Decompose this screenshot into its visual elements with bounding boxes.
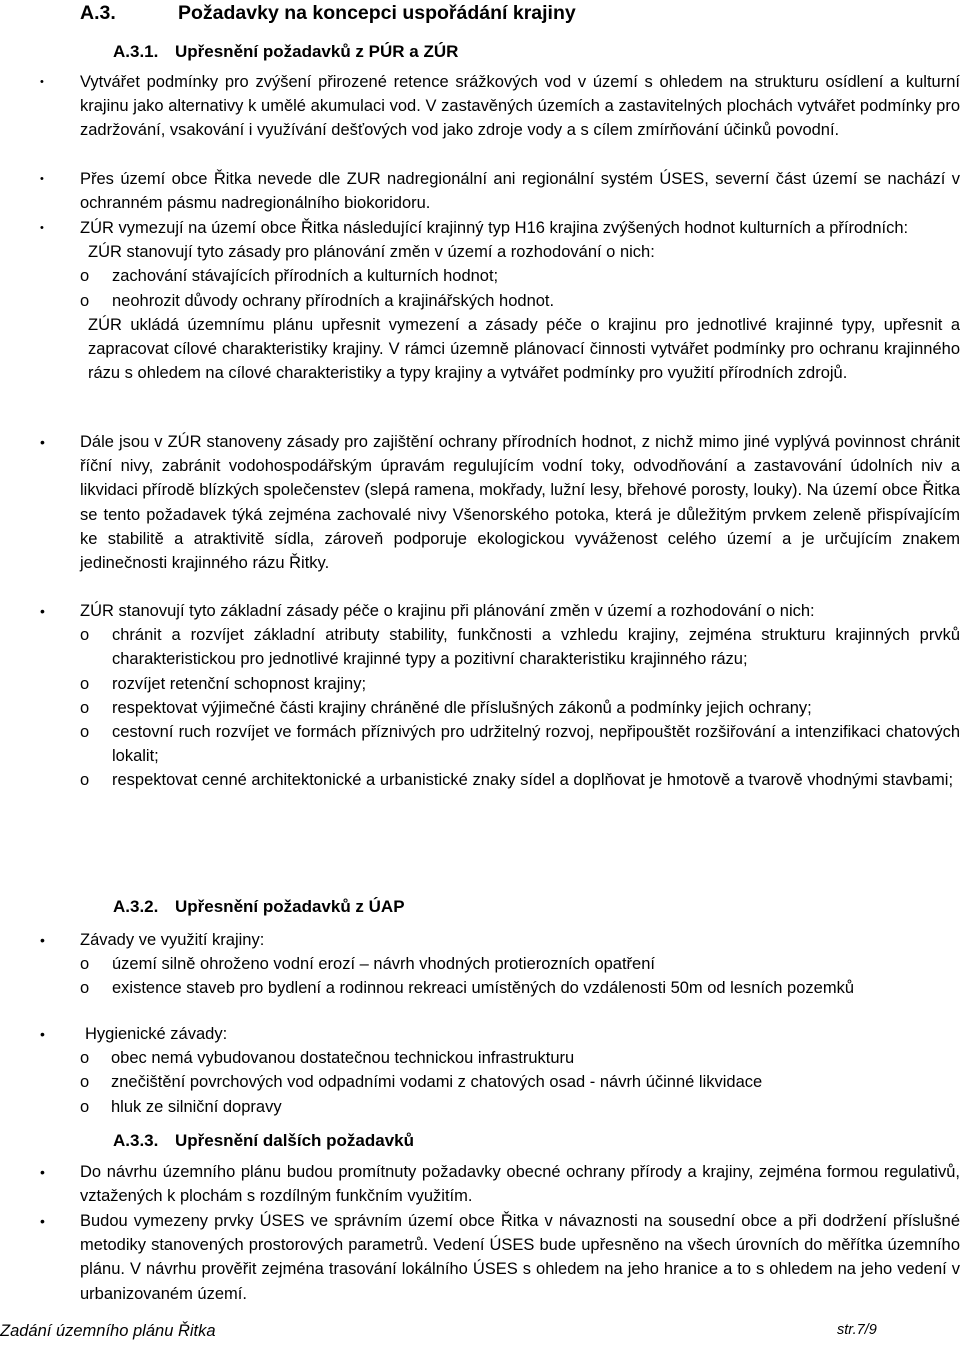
subsection-title: Upřesnění dalších požadavků bbox=[175, 1131, 415, 1150]
sub-item: o rozvíjet retenční schopnost krajiny; bbox=[0, 672, 960, 696]
list-item bbox=[0, 70, 960, 143]
sub-item: o respektovat výjimečné části krajiny chráněné dle příslušných zákonů a podmínky jejich ochrany; bbox=[0, 696, 960, 720]
list-item bbox=[0, 167, 960, 215]
sub-marker-icon: o bbox=[80, 723, 90, 742]
sub-item: o cestovní ruch rozvíjet ve formách příznivých pro udržitelný rozvoj, nepřipouštět rozšiřování a intenzifikaci chatových lokalit; bbox=[0, 720, 960, 768]
paragraph: ZÚR vymezují na území obce Řitka následující krajinný typ H16 krajina zvýšených hodnot kulturních a přírodních: bbox=[80, 219, 909, 237]
subsection-number: A.3.1. bbox=[113, 42, 159, 61]
bullet-icon: • bbox=[40, 173, 44, 185]
paragraph: Do návrhu územního plánu budou promítnuty požadavky obecné ochrany přírody a krajiny, zejména formou regulativů, vztažených k plochám s rozdílným funkčním využitím. bbox=[80, 1163, 960, 1206]
sub-item: o území silně ohroženo vodní erozí – návrh vhodných protierozních opatření bbox=[0, 952, 960, 976]
paragraph: Budou vymezeny prvky ÚSES ve správním území obce Řitka v návaznosti na sousední obce a při dodržení příslušné metodiky stanovených prostorových parametrů. Vedení ÚSES bude upřesněno na všech úrovních do měřítka územního plánu. V návrhu prověřit zejména trasování lokálního ÚSES s ohledem na jeho hranice a to s ohledem na jeho vedení v urbanizovaném území. bbox=[80, 1212, 960, 1303]
subsection-title: Upřesnění požadavků z PÚR a ZÚR bbox=[175, 42, 459, 61]
sub-marker-icon: o bbox=[80, 955, 90, 974]
paragraph: ZÚR stanovují tyto základní zásady péče o krajinu při plánování změn v území a rozhodování o nich: bbox=[80, 602, 815, 620]
paragraph: Závady ve využití krajiny: bbox=[80, 931, 265, 949]
bullet-icon: • bbox=[40, 1026, 45, 1042]
subsection-heading-2 bbox=[113, 897, 405, 917]
sub-item: o chránit a rozvíjet základní atributy stability, funkčnosti a vzhledu krajiny, zejména strukturu krajinných prvků charakteristickou pro jednotlivé krajinné typy a pozitivní charakteristiku krajinného rázu; bbox=[0, 623, 960, 671]
paragraph: ZÚR ukládá územnímu plánu upřesnit vymezení a zásady péče o krajinu pro jednotlivé krajinné typy, upřesnit a zapracovat cílové charakteristiky krajiny. V rámci územně plánovací činnosti vytvářet podmínky pro ochranu krajinného rázu s ohledem na cílové charakteristiky a typy krajiny a vytvářet podmínky pro využití přírodních zdrojů. bbox=[88, 315, 960, 383]
sub-marker-icon: o bbox=[80, 674, 90, 693]
list-item bbox=[0, 1209, 960, 1306]
sub-marker-icon: o bbox=[80, 1049, 90, 1068]
sub-item: o zachování stávajících přírodních a kulturních hodnot; bbox=[0, 264, 960, 288]
subsection-heading-3 bbox=[113, 1131, 414, 1151]
paragraph: Přes území obce Řitka nevede dle ZUR nadregionální ani regionální systém ÚSES, severní část území se nachází v ochranném pásmu nadregionálního biokoridoru. bbox=[80, 170, 960, 213]
paragraph: ZÚR stanovují tyto zásady pro plánování změn v území a rozhodování o nich: bbox=[88, 243, 655, 262]
list-item bbox=[0, 1160, 960, 1208]
list-item bbox=[0, 430, 960, 575]
sub-marker-icon: o bbox=[80, 291, 90, 310]
paragraph: Vytvářet podmínky pro zvýšení přirozené retence srážkových vod v území s ohledem na strukturu osídlení a kulturní krajinu jako alternativy k umělé akumulaci vod. V zastavěných územích a zastavitelných plochách vytvářet podmínky pro zadržování, vsakování i využívání dešťových vod jako zdroje vody a s cílem zmírňování účinků povodní. bbox=[80, 73, 960, 140]
sub-marker-icon: o bbox=[80, 626, 90, 645]
list-item bbox=[0, 216, 960, 385]
bullet-icon: • bbox=[40, 1213, 45, 1229]
sub-marker-icon: o bbox=[80, 1073, 90, 1092]
paragraph: Dále jsou v ZÚR stanoveny zásady pro zajištění ochrany přírodních hodnot, z nichž mimo jiné vyplývá povinnost chránit říční nivy, zabránit vodohospodářským úpravám regulujícím vodní toky, odvodňování a zastavování údolních niv a likvidaci přírodě blízkých společenstev (slepá ramena, mokřady, lužní lesy, břehové porosty, louky). Na území obce Řitka se tento požadavek týká zejména zachovalé nivy Všenorského potoka, která je důležitým prvkem zeleně přispívajícím ke stabilitě a atraktivitě sídla, zároveň podporuje ekologickou vyváženost celého území a je určujícím znakem jedinečnosti krajinného rázu Řitky. bbox=[80, 433, 960, 573]
sub-item: o neohrozit důvody ochrany přírodních a krajinářských hodnot. bbox=[0, 289, 960, 313]
sub-item: o existence staveb pro bydlení a rodinnou rekreaci umístěných do vzdálenosti 50m od lesních pozemků bbox=[0, 976, 960, 1000]
sub-marker-icon: o bbox=[80, 267, 90, 286]
list-item bbox=[0, 928, 960, 1001]
sub-item: o obec nemá vybudovanou dostatečnou technickou infrastrukturu bbox=[0, 1046, 960, 1070]
sub-marker-icon: o bbox=[80, 698, 90, 717]
list-item bbox=[0, 599, 960, 793]
section-title: Požadavky na koncepci uspořádání krajiny bbox=[178, 2, 576, 24]
bullet-icon: • bbox=[40, 222, 44, 234]
bullet-icon: • bbox=[40, 1164, 45, 1180]
subsection-title: Upřesnění požadavků z ÚAP bbox=[175, 897, 405, 916]
bullet-icon: • bbox=[40, 932, 45, 948]
bullet-icon: • bbox=[40, 76, 44, 88]
paragraph: Hygienické závady: bbox=[85, 1025, 228, 1043]
section-number: A.3. bbox=[80, 2, 116, 24]
footer-document-title: Zadání územního plánu Řitka bbox=[0, 1322, 216, 1340]
sub-item: o znečištění povrchových vod odpadními vodami z chatových osad - návrh účinné likvidace bbox=[0, 1070, 960, 1094]
bullet-icon: • bbox=[40, 603, 45, 619]
sub-item: o respektovat cenné architektonické a urbanistické znaky sídel a doplňovat je hmotově a tvarově vhodnými stavbami; bbox=[0, 768, 960, 792]
subsection-number: A.3.3. bbox=[113, 1131, 159, 1150]
sub-item: o hluk ze silniční dopravy bbox=[0, 1095, 960, 1119]
sub-marker-icon: o bbox=[80, 771, 90, 790]
sub-marker-icon: o bbox=[80, 1097, 90, 1116]
footer-page-number: str.7/9 bbox=[837, 1322, 877, 1338]
subsection-number: A.3.2. bbox=[113, 897, 159, 916]
subsection-heading-1 bbox=[113, 42, 458, 62]
bullet-icon: • bbox=[40, 434, 45, 450]
sub-marker-icon: o bbox=[80, 979, 90, 998]
list-item bbox=[0, 1022, 960, 1119]
